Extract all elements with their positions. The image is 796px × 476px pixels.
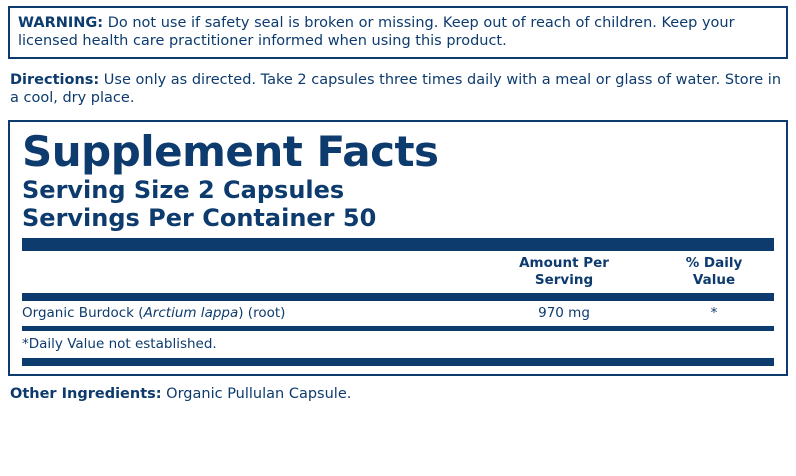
directions-section bbox=[8, 71, 788, 107]
warning-box bbox=[8, 6, 788, 59]
table-header-row bbox=[22, 251, 774, 293]
ingredient-name-latin: Arctium lappa bbox=[143, 304, 239, 321]
warning-label: WARNING: bbox=[18, 15, 104, 31]
daily-value-footnote: *Daily Value not established. bbox=[22, 335, 217, 352]
warning-text bbox=[18, 14, 778, 50]
ingredient-name bbox=[22, 305, 474, 321]
supplement-facts-panel bbox=[8, 120, 788, 376]
ingredient-name-prefix: Organic Burdock ( bbox=[22, 304, 144, 321]
column-header-amount-line2: Serving bbox=[534, 272, 594, 289]
directions-body: Use only as directed. Take 2 capsules three times daily with a meal or glass of water. Store in a cool, dry place. bbox=[10, 72, 782, 107]
column-header-daily-value bbox=[654, 255, 774, 289]
ingredient-name-suffix: ) (root) bbox=[238, 304, 286, 321]
divider-med bbox=[22, 293, 774, 301]
divider-thick-top bbox=[22, 238, 774, 251]
ingredient-amount: 970 mg bbox=[538, 304, 590, 321]
column-header-dv-line2: Value bbox=[692, 272, 736, 289]
supplement-label-page bbox=[0, 6, 796, 476]
other-ingredients-label: Other Ingredients: bbox=[10, 385, 162, 402]
warning-body: Do not use if safety seal is broken or missing. Keep out of reach of children. Keep your licensed health care practitioner informed when using this product. bbox=[18, 15, 735, 50]
divider-med-bottom bbox=[22, 358, 774, 366]
supplement-facts-title: Supplement Facts bbox=[22, 126, 439, 176]
table-row bbox=[22, 301, 774, 326]
other-ingredients-section bbox=[8, 386, 788, 402]
directions-label: Directions: bbox=[10, 72, 100, 89]
column-header-amount bbox=[474, 255, 654, 289]
servings-per-container: Servings Per Container 50 bbox=[22, 203, 377, 232]
serving-size: Serving Size 2 Capsules bbox=[22, 175, 345, 204]
other-ingredients-body: Organic Pullulan Capsule. bbox=[161, 385, 352, 402]
ingredient-daily-value: * bbox=[710, 304, 718, 321]
column-header-amount-line1: Amount Per bbox=[519, 255, 609, 272]
column-header-dv-line1: % Daily bbox=[685, 255, 743, 272]
